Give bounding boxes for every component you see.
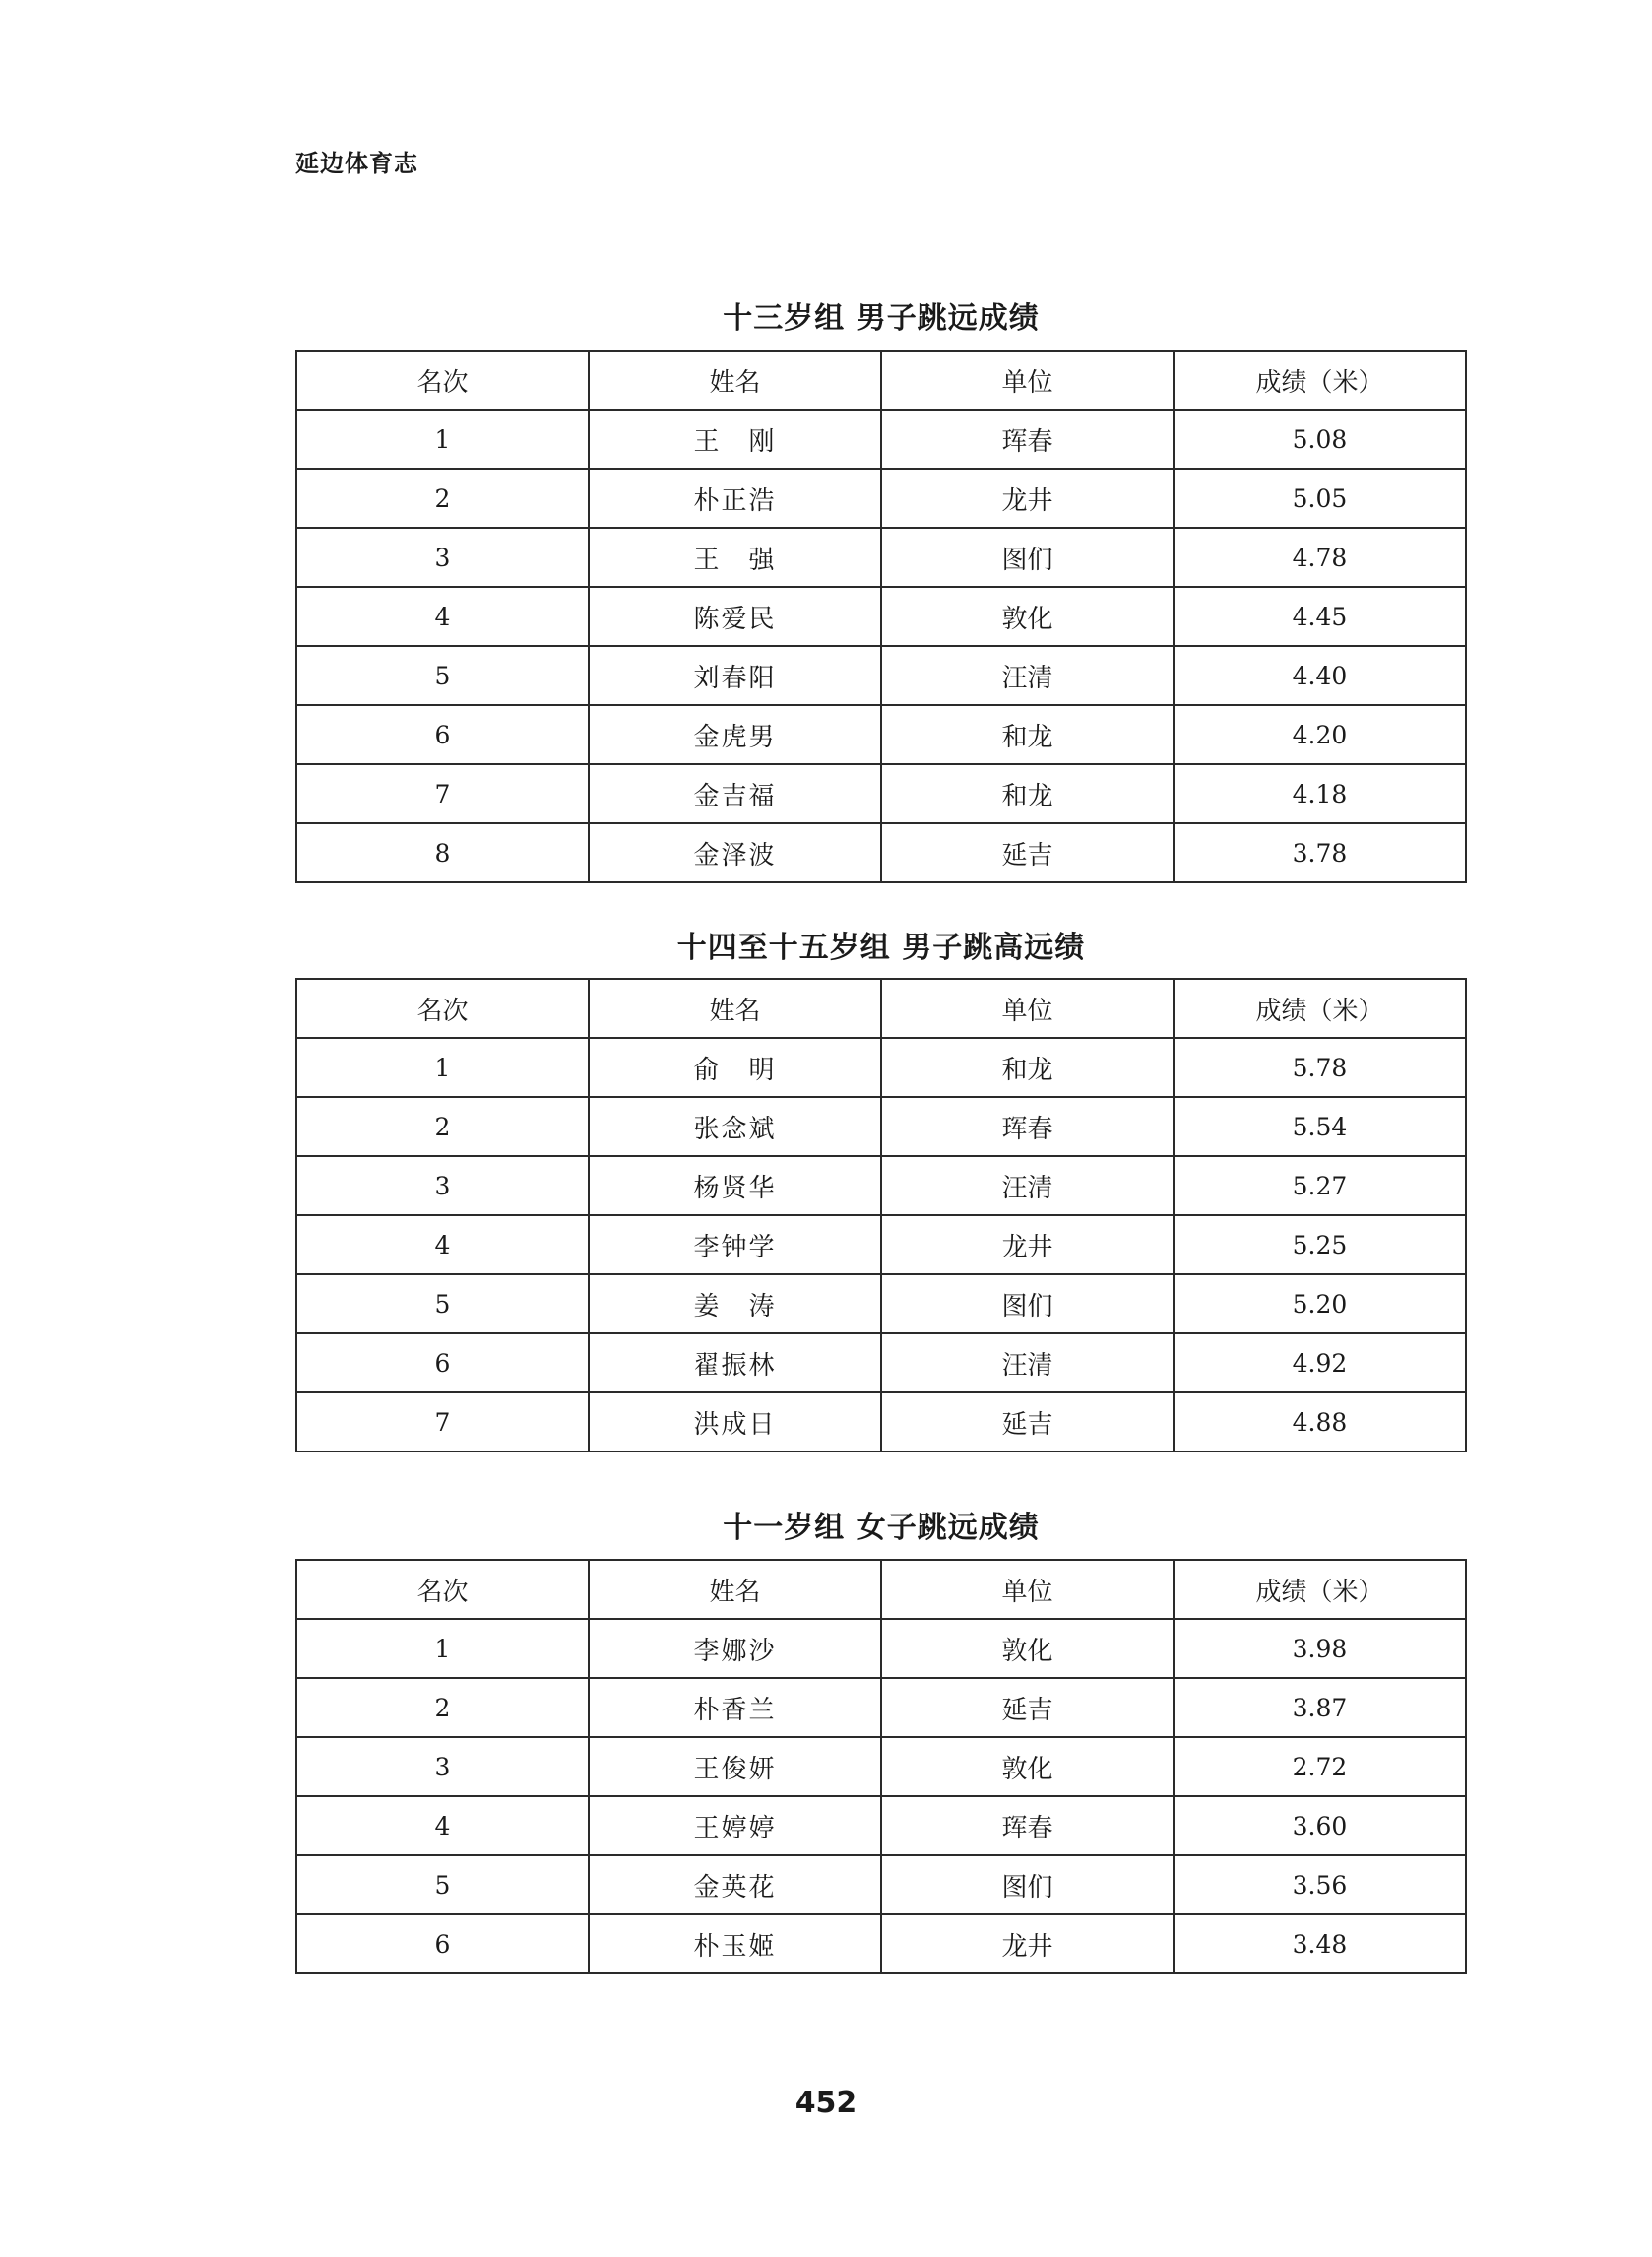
- results-table: [295, 978, 1467, 1452]
- name-cell: 刘春阳: [589, 646, 881, 705]
- column-header-score: 成绩（米）: [1174, 351, 1466, 410]
- name-cell: 张念斌: [589, 1097, 881, 1156]
- unit-cell: 延吉: [881, 1678, 1174, 1737]
- name-cell: 洪成日: [589, 1392, 881, 1451]
- table-row: [296, 1737, 1466, 1796]
- column-header-rank: 名次: [296, 1560, 589, 1619]
- name-cell: 朴正浩: [589, 469, 881, 528]
- table-row: [296, 587, 1466, 646]
- table-row: [296, 1678, 1466, 1737]
- table-row: [296, 705, 1466, 764]
- results-table: [295, 350, 1467, 883]
- name-cell: 王 刚: [589, 410, 881, 469]
- table-row: [296, 528, 1466, 587]
- name-cell: 金英花: [589, 1855, 881, 1914]
- table-row: [296, 1333, 1466, 1392]
- name-cell: 姜 涛: [589, 1274, 881, 1333]
- rank-cell: 6: [296, 705, 589, 764]
- name-cell: 金泽波: [589, 823, 881, 882]
- unit-cell: 图们: [881, 1274, 1174, 1333]
- unit-cell: 珲春: [881, 1097, 1174, 1156]
- score-cell: 5.27: [1174, 1156, 1466, 1215]
- table-row: [296, 410, 1466, 469]
- table-header-row: [296, 351, 1466, 410]
- unit-cell: 汪清: [881, 1333, 1174, 1392]
- name-cell: 陈爱民: [589, 587, 881, 646]
- column-header-unit: 单位: [881, 351, 1174, 410]
- score-cell: 3.48: [1174, 1914, 1466, 1973]
- unit-cell: 和龙: [881, 705, 1174, 764]
- table-row: [296, 1274, 1466, 1333]
- name-cell: 李钟学: [589, 1215, 881, 1274]
- unit-cell: 图们: [881, 1855, 1174, 1914]
- rank-cell: 5: [296, 1855, 589, 1914]
- results-table: [295, 1559, 1467, 1974]
- rank-cell: 3: [296, 528, 589, 587]
- column-header-score: 成绩（米）: [1174, 979, 1466, 1038]
- rank-cell: 5: [296, 646, 589, 705]
- unit-cell: 延吉: [881, 1392, 1174, 1451]
- score-cell: 5.78: [1174, 1038, 1466, 1097]
- name-cell: 朴玉姬: [589, 1914, 881, 1973]
- name-cell: 王俊妍: [589, 1737, 881, 1796]
- rank-cell: 4: [296, 1215, 589, 1274]
- name-cell: 王 强: [589, 528, 881, 587]
- name-cell: 翟振林: [589, 1333, 881, 1392]
- score-cell: 3.60: [1174, 1796, 1466, 1855]
- rank-cell: 6: [296, 1914, 589, 1973]
- unit-cell: 龙井: [881, 1914, 1174, 1973]
- score-cell: 5.05: [1174, 469, 1466, 528]
- table-row: [296, 646, 1466, 705]
- table-row: [296, 1156, 1466, 1215]
- column-header-rank: 名次: [296, 979, 589, 1038]
- table-row: [296, 469, 1466, 528]
- score-cell: 4.88: [1174, 1392, 1466, 1451]
- table-header-row: [296, 1560, 1466, 1619]
- column-header-name: 姓名: [589, 979, 881, 1038]
- rank-cell: 1: [296, 410, 589, 469]
- page-number: 452: [794, 2086, 858, 2120]
- rank-cell: 7: [296, 764, 589, 823]
- rank-cell: 3: [296, 1737, 589, 1796]
- score-cell: 3.98: [1174, 1619, 1466, 1678]
- unit-cell: 和龙: [881, 764, 1174, 823]
- unit-cell: 汪清: [881, 1156, 1174, 1215]
- unit-cell: 敦化: [881, 1737, 1174, 1796]
- rank-cell: 6: [296, 1333, 589, 1392]
- score-cell: 4.18: [1174, 764, 1466, 823]
- rank-cell: 7: [296, 1392, 589, 1451]
- column-header-unit: 单位: [881, 979, 1174, 1038]
- name-cell: 朴香兰: [589, 1678, 881, 1737]
- unit-cell: 延吉: [881, 823, 1174, 882]
- rank-cell: 4: [296, 1796, 589, 1855]
- table-row: [296, 1796, 1466, 1855]
- score-cell: 2.72: [1174, 1737, 1466, 1796]
- unit-cell: 敦化: [881, 587, 1174, 646]
- score-cell: 5.08: [1174, 410, 1466, 469]
- rank-cell: 1: [296, 1619, 589, 1678]
- table-row: [296, 1097, 1466, 1156]
- name-cell: 俞 明: [589, 1038, 881, 1097]
- score-cell: 4.45: [1174, 587, 1466, 646]
- table-row: [296, 1619, 1466, 1678]
- unit-cell: 珲春: [881, 410, 1174, 469]
- name-cell: 李娜沙: [589, 1619, 881, 1678]
- column-header-name: 姓名: [589, 1560, 881, 1619]
- table-row: [296, 823, 1466, 882]
- name-cell: 金吉福: [589, 764, 881, 823]
- score-cell: 3.56: [1174, 1855, 1466, 1914]
- unit-cell: 龙井: [881, 469, 1174, 528]
- score-cell: 4.40: [1174, 646, 1466, 705]
- column-header-name: 姓名: [589, 351, 881, 410]
- section-title: 十三岁组 男子跳远成绩: [723, 301, 1040, 336]
- section-title: 十一岁组 女子跳远成绩: [723, 1511, 1040, 1545]
- table-row: [296, 1215, 1466, 1274]
- column-header-score: 成绩（米）: [1174, 1560, 1466, 1619]
- score-cell: 4.92: [1174, 1333, 1466, 1392]
- rank-cell: 8: [296, 823, 589, 882]
- name-cell: 金虎男: [589, 705, 881, 764]
- table-row: [296, 1392, 1466, 1451]
- rank-cell: 2: [296, 1097, 589, 1156]
- unit-cell: 珲春: [881, 1796, 1174, 1855]
- rank-cell: 2: [296, 469, 589, 528]
- table-row: [296, 1038, 1466, 1097]
- score-cell: 5.54: [1174, 1097, 1466, 1156]
- score-cell: 4.78: [1174, 528, 1466, 587]
- running-head: 延边体育志: [295, 150, 418, 177]
- table-header-row: [296, 979, 1466, 1038]
- unit-cell: 龙井: [881, 1215, 1174, 1274]
- table-row: [296, 1914, 1466, 1973]
- score-cell: 5.20: [1174, 1274, 1466, 1333]
- column-header-rank: 名次: [296, 351, 589, 410]
- score-cell: 5.25: [1174, 1215, 1466, 1274]
- unit-cell: 图们: [881, 528, 1174, 587]
- unit-cell: 敦化: [881, 1619, 1174, 1678]
- rank-cell: 1: [296, 1038, 589, 1097]
- score-cell: 3.78: [1174, 823, 1466, 882]
- name-cell: 杨贤华: [589, 1156, 881, 1215]
- table-row: [296, 1855, 1466, 1914]
- rank-cell: 5: [296, 1274, 589, 1333]
- name-cell: 王婷婷: [589, 1796, 881, 1855]
- table-row: [296, 764, 1466, 823]
- score-cell: 4.20: [1174, 705, 1466, 764]
- section-title: 十四至十五岁组 男子跳高远绩: [676, 931, 1086, 965]
- score-cell: 3.87: [1174, 1678, 1466, 1737]
- column-header-unit: 单位: [881, 1560, 1174, 1619]
- unit-cell: 和龙: [881, 1038, 1174, 1097]
- rank-cell: 4: [296, 587, 589, 646]
- rank-cell: 2: [296, 1678, 589, 1737]
- rank-cell: 3: [296, 1156, 589, 1215]
- unit-cell: 汪清: [881, 646, 1174, 705]
